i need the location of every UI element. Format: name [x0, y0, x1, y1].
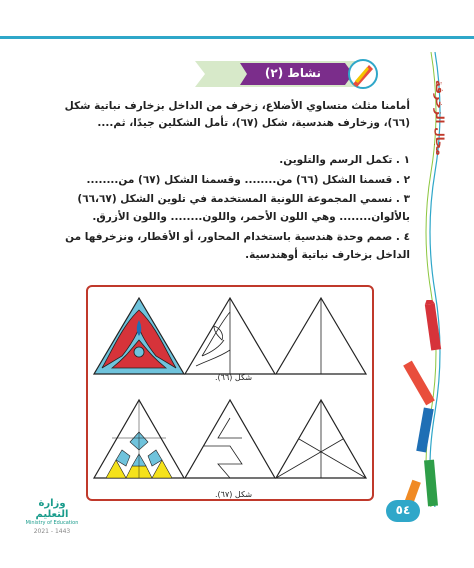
colored-floral-triangle	[94, 298, 184, 374]
page-number: ٥٤	[395, 503, 411, 517]
question-3: ٣ . نسمي المجموعة اللونية المستخدمة في تلوين الشكل (٦٦،٦٧)	[77, 193, 410, 205]
ministry-name: وزارة التعليم	[35, 498, 69, 520]
year-line: 2021 - 1443	[33, 528, 71, 535]
activity-title: نشاط (٢)	[264, 66, 322, 80]
question-4: ٤ . صمم وحدة هندسية باستخدام المحاور، أو الأقطار، ونزخرفها من	[65, 231, 410, 243]
ministry-logo	[22, 498, 82, 538]
figure-66-caption: شكل (٦٦).	[215, 373, 253, 382]
question-1: ١ . تكمل الرسم والتلوين.	[279, 154, 410, 166]
figure-67-row	[92, 398, 368, 482]
figure-67-caption: شكل (٦٧).	[215, 490, 253, 499]
crayons-decoration	[400, 300, 460, 530]
half-drawn-floral-triangle	[185, 298, 275, 374]
empty-triangle-66	[276, 298, 366, 374]
colored-geometric-triangle	[94, 400, 184, 478]
intro-paragraph: أمامنا مثلث متساوي الأضلاع، زخرف من الداخل بزخارف نباتية شكل (٦٦)، وزخارف هندسية، شكل (٦٧)، تأمل الشكلين جيدًا، ثم....	[64, 100, 410, 129]
question-2: ٢ . قسمنا الشكل (٦٦) من........ وقسمنا الشكل (٦٧) من........	[86, 174, 410, 186]
question-3-continued: بالألوان........ وهي اللون الأحمر، واللون........ واللون الأزرق.	[92, 211, 410, 223]
top-rule	[0, 36, 474, 39]
chapter-side-label: مجال الزخرفة	[433, 79, 446, 156]
figure-66-row	[92, 296, 368, 378]
ministry-name-en: Ministry of Education	[25, 520, 79, 526]
empty-triangle-67	[276, 400, 366, 478]
question-4-continued: الداخل بزخارف نباتية أوهندسية.	[245, 249, 410, 261]
half-drawn-geometric-triangle	[185, 400, 275, 478]
